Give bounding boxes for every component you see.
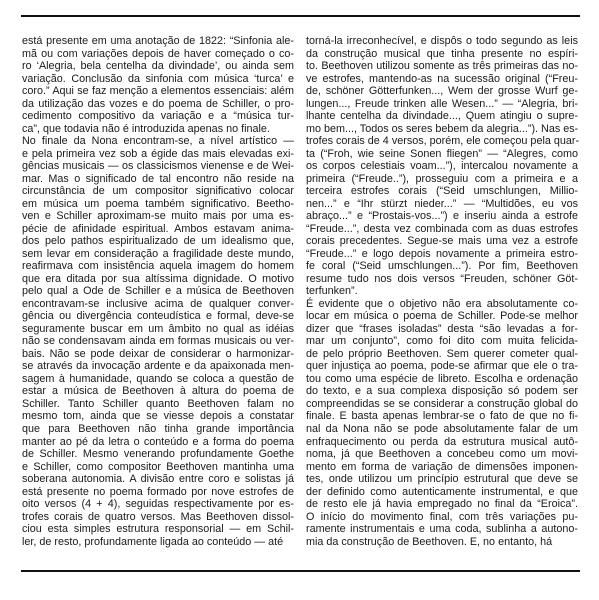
text-line: dizer que “frases isoladas” desta “são levadas a for- — [306, 322, 578, 335]
text-line: to. Beethoven utilizou somente as três primeiras das no- — [306, 60, 578, 73]
text-line: de, schöner Götterfunken..., Wem der grosse Wurf ge- — [306, 85, 578, 98]
text-line: que era ditada por sua altíssima dignidade. O motivo — [22, 272, 294, 285]
text-line: ciou esta simples estrutura responsorial — em Schil- — [22, 523, 294, 536]
text-line: está presente no poema formado por nove estrofes de — [22, 485, 294, 498]
text-line: terfunken”. — [306, 285, 358, 298]
text-line: da utilização das vozes e do poema de Schiller, o pro- — [22, 97, 294, 110]
text-line: está presente em uma anotação de 1822: “Sinfonia ale- — [22, 35, 294, 47]
text-line: locar em música o poema de Schiller. Pode-se melhor — [306, 310, 578, 323]
text-line: variação. Conclusão da sinfonia com música ‘turca’ e — [22, 72, 294, 85]
text-line: trofes corais de quatro versos. Mas Beethoven dissol- — [22, 510, 294, 523]
text-line: primeira (“Freude..”), prosseguiu com a primeira e a — [306, 172, 578, 185]
text-line: compreendidas se se considerar a construção global do — [306, 397, 578, 410]
text-line: que para Beethoven não tinha grande importância — [22, 422, 294, 435]
text-line: soberana autonomia. A divisão entre coro e solistas já — [22, 473, 294, 486]
text-line: circunstância de um compositor significativo colocar — [22, 185, 294, 198]
text-line: ca”, que todavia não é introduzida apenas no finale. — [22, 122, 270, 135]
right-column — [306, 35, 578, 565]
text-line: reafirmava com insistência aquela imagem do homem — [22, 260, 294, 273]
text-line: abraço...” e “Prostais-vos...”) e inseriu ainda a estrofe — [306, 210, 578, 223]
text-line: gências musicais — os classicismos vienense e de Wei- — [22, 160, 294, 173]
text-line: “Freude...” e logo depois novamente a primeira estro- — [306, 247, 578, 260]
text-line: enfraquecimento ou perda da estrutura musical autô- — [306, 435, 578, 448]
text-line: O início do movimento final, com três variações pu- — [306, 510, 578, 523]
text-line: mã ou com variações depois de haver começado o co- — [22, 47, 294, 60]
text-line: de Schiller. Mesmo venerando profundamente Goethe — [22, 448, 294, 461]
text-line: ta (“Froh, wie seine Sonen fliegen” — “Alegres, como — [306, 147, 578, 160]
text-line: seguramente buscar em um âmbito no qual as idéias — [22, 322, 294, 335]
text-line: sagem à humanidade, quando se coloca a questão de — [22, 372, 294, 385]
text-line: do texto, e a sua complexa disposição só podem ser — [306, 385, 578, 398]
text-line: resume tudo nos dois versos “Freuden, schöner Göt- — [306, 272, 578, 285]
text-line: trofes corais de 4 versos, porém, ele começou pela quar- — [306, 135, 580, 148]
text-line: de resto ele já havia empregado no final da “Eroica”. — [306, 498, 578, 511]
text-line: der definido como autenticamente instrumental, e que — [306, 485, 578, 498]
text-line: lhante centelha da divindade..., Quem atingiu o supre- — [306, 110, 578, 123]
text-line: tes, onde utilizou um princípio estrutural que deve se — [306, 473, 578, 486]
text-line: pécie de afinidade espiritual. Ambos estavam anima- — [22, 222, 294, 235]
text-line: estar a música de Beethoven à altura do poema de — [22, 385, 294, 398]
text-line: da construção musical que tinha presente no espíri- — [306, 47, 578, 60]
text-line: finale. E basta apenas lembrar-se o fato de que no fi- — [306, 410, 578, 423]
text-line: e pela primeira vez sob a égide das mais elevadas exi- — [22, 147, 294, 160]
text-line: ramente instrumentais e uma coda, sublinha a autono- — [306, 523, 578, 536]
text-line: coro.” Aqui se faz menção a elementos essenciais: além — [22, 85, 294, 98]
text-line: nal da Nona não se pode absolutamente falar de um — [306, 422, 578, 435]
text-line: ro ‘Alegria, bela centelha da divindade’, ou ainda sem — [22, 60, 294, 73]
text-line: gência ou divergência conteudística e formal, deve-se — [22, 310, 294, 323]
text-columns — [22, 35, 578, 565]
text-line: ler, de resto, profundamente ligada ao conteúdo — até — [22, 535, 284, 548]
text-line: em música um poema também significativo. Beetho- — [22, 197, 294, 210]
text-line: cedimento compositivo da variação e a “música tur- — [22, 110, 294, 123]
text-line: pelo qual a Ode de Schiller e a música de Beethoven — [22, 285, 294, 298]
text-line: se através da invocação ardente e da apaixonada men- — [22, 360, 294, 373]
text-line: mia da construção de Beethoven. E, no entanto, há — [306, 535, 553, 548]
text-line: mo bem..., Todos os seres bebem da alegria...”). Nas es- — [306, 122, 579, 135]
text-line: noma, já que Beethoven a concebeu como um movi- — [306, 448, 578, 461]
text-line: É evidente que o objetivo não era absolutamente co- — [306, 297, 578, 310]
text-line: lungen..., Freude trinken alle Wesen...” — “Alegria, bri- — [306, 97, 578, 110]
left-column — [22, 35, 294, 565]
text-line: Schiller. Tanto Schiller quanto Beethoven falam no — [22, 397, 294, 410]
text-line: sem levar em consideração a fragilidade deste mundo, — [22, 247, 294, 260]
text-line: mesmo tom, ainda que se viesse depois a constatar — [22, 410, 294, 423]
text-line: manter ao pé da letra o conteúdo e a forma do poema — [22, 435, 294, 448]
text-line: mento em forma de variação de dimensões imponen- — [306, 460, 578, 473]
text-line: corais precedentes. Segue-se mais uma vez a estrofe — [306, 235, 578, 248]
bottom-rule — [21, 570, 580, 572]
text-line: No finale da Nona encontram-se, a nível artístico — — [22, 135, 294, 148]
text-line: terceira estrofes corais (“Seid umschlungen, Millio- — [306, 185, 578, 198]
text-line: mar. Mas o significado de tal encontro não reside na — [22, 172, 294, 185]
text-line: oito versos (4 + 4), seguidas respectivamente por es- — [22, 498, 294, 511]
text-line: ven e Schiller aproximam-se muito mais por uma es- — [22, 210, 294, 223]
text-line: bais. Não se pode deixar de considerar o harmonizar- — [22, 347, 294, 360]
text-line: de pelo próprio Beethoven. Sem querer cometer qual- — [306, 347, 578, 360]
text-line: “Freude...”, desta vez combinada com as duas estrofes — [306, 222, 578, 235]
text-line: ve estrofes, mantendo-as na sucessão original (“Freu- — [306, 72, 578, 85]
text-line: encontravam-se inclusive acima de qualquer conver- — [22, 297, 294, 310]
text-line: quer injustiça ao poema, pode-se afirmar que ele o tra- — [306, 360, 578, 373]
text-line: mar um conjunto”, como foi dito com muita felicida- — [306, 335, 578, 348]
text-line: dos pelo pathos espiritualizado de um idealismo que, — [22, 235, 294, 248]
text-line: tou como uma espécie de libreto. Escolha e ordenação — [306, 372, 578, 385]
text-line: não se condensavam ainda em formas musicais ou ver- — [22, 335, 294, 348]
text-line: nen...” e “Ihr stürzt nieder...” — “Multidões, eu vos — [306, 197, 578, 210]
text-line: fe coral (“Seid umschlungen...”). Por fim, Beethoven — [306, 260, 578, 273]
top-rule — [21, 15, 580, 17]
text-line: e Schiller, como compositor Beethoven mantinha uma — [22, 460, 294, 473]
text-line: os corpos celestiais voam...”), intercalou novamente a — [306, 160, 578, 173]
text-line: torná-la irreconhecível, e dispôs o todo segundo as leis — [306, 35, 578, 47]
